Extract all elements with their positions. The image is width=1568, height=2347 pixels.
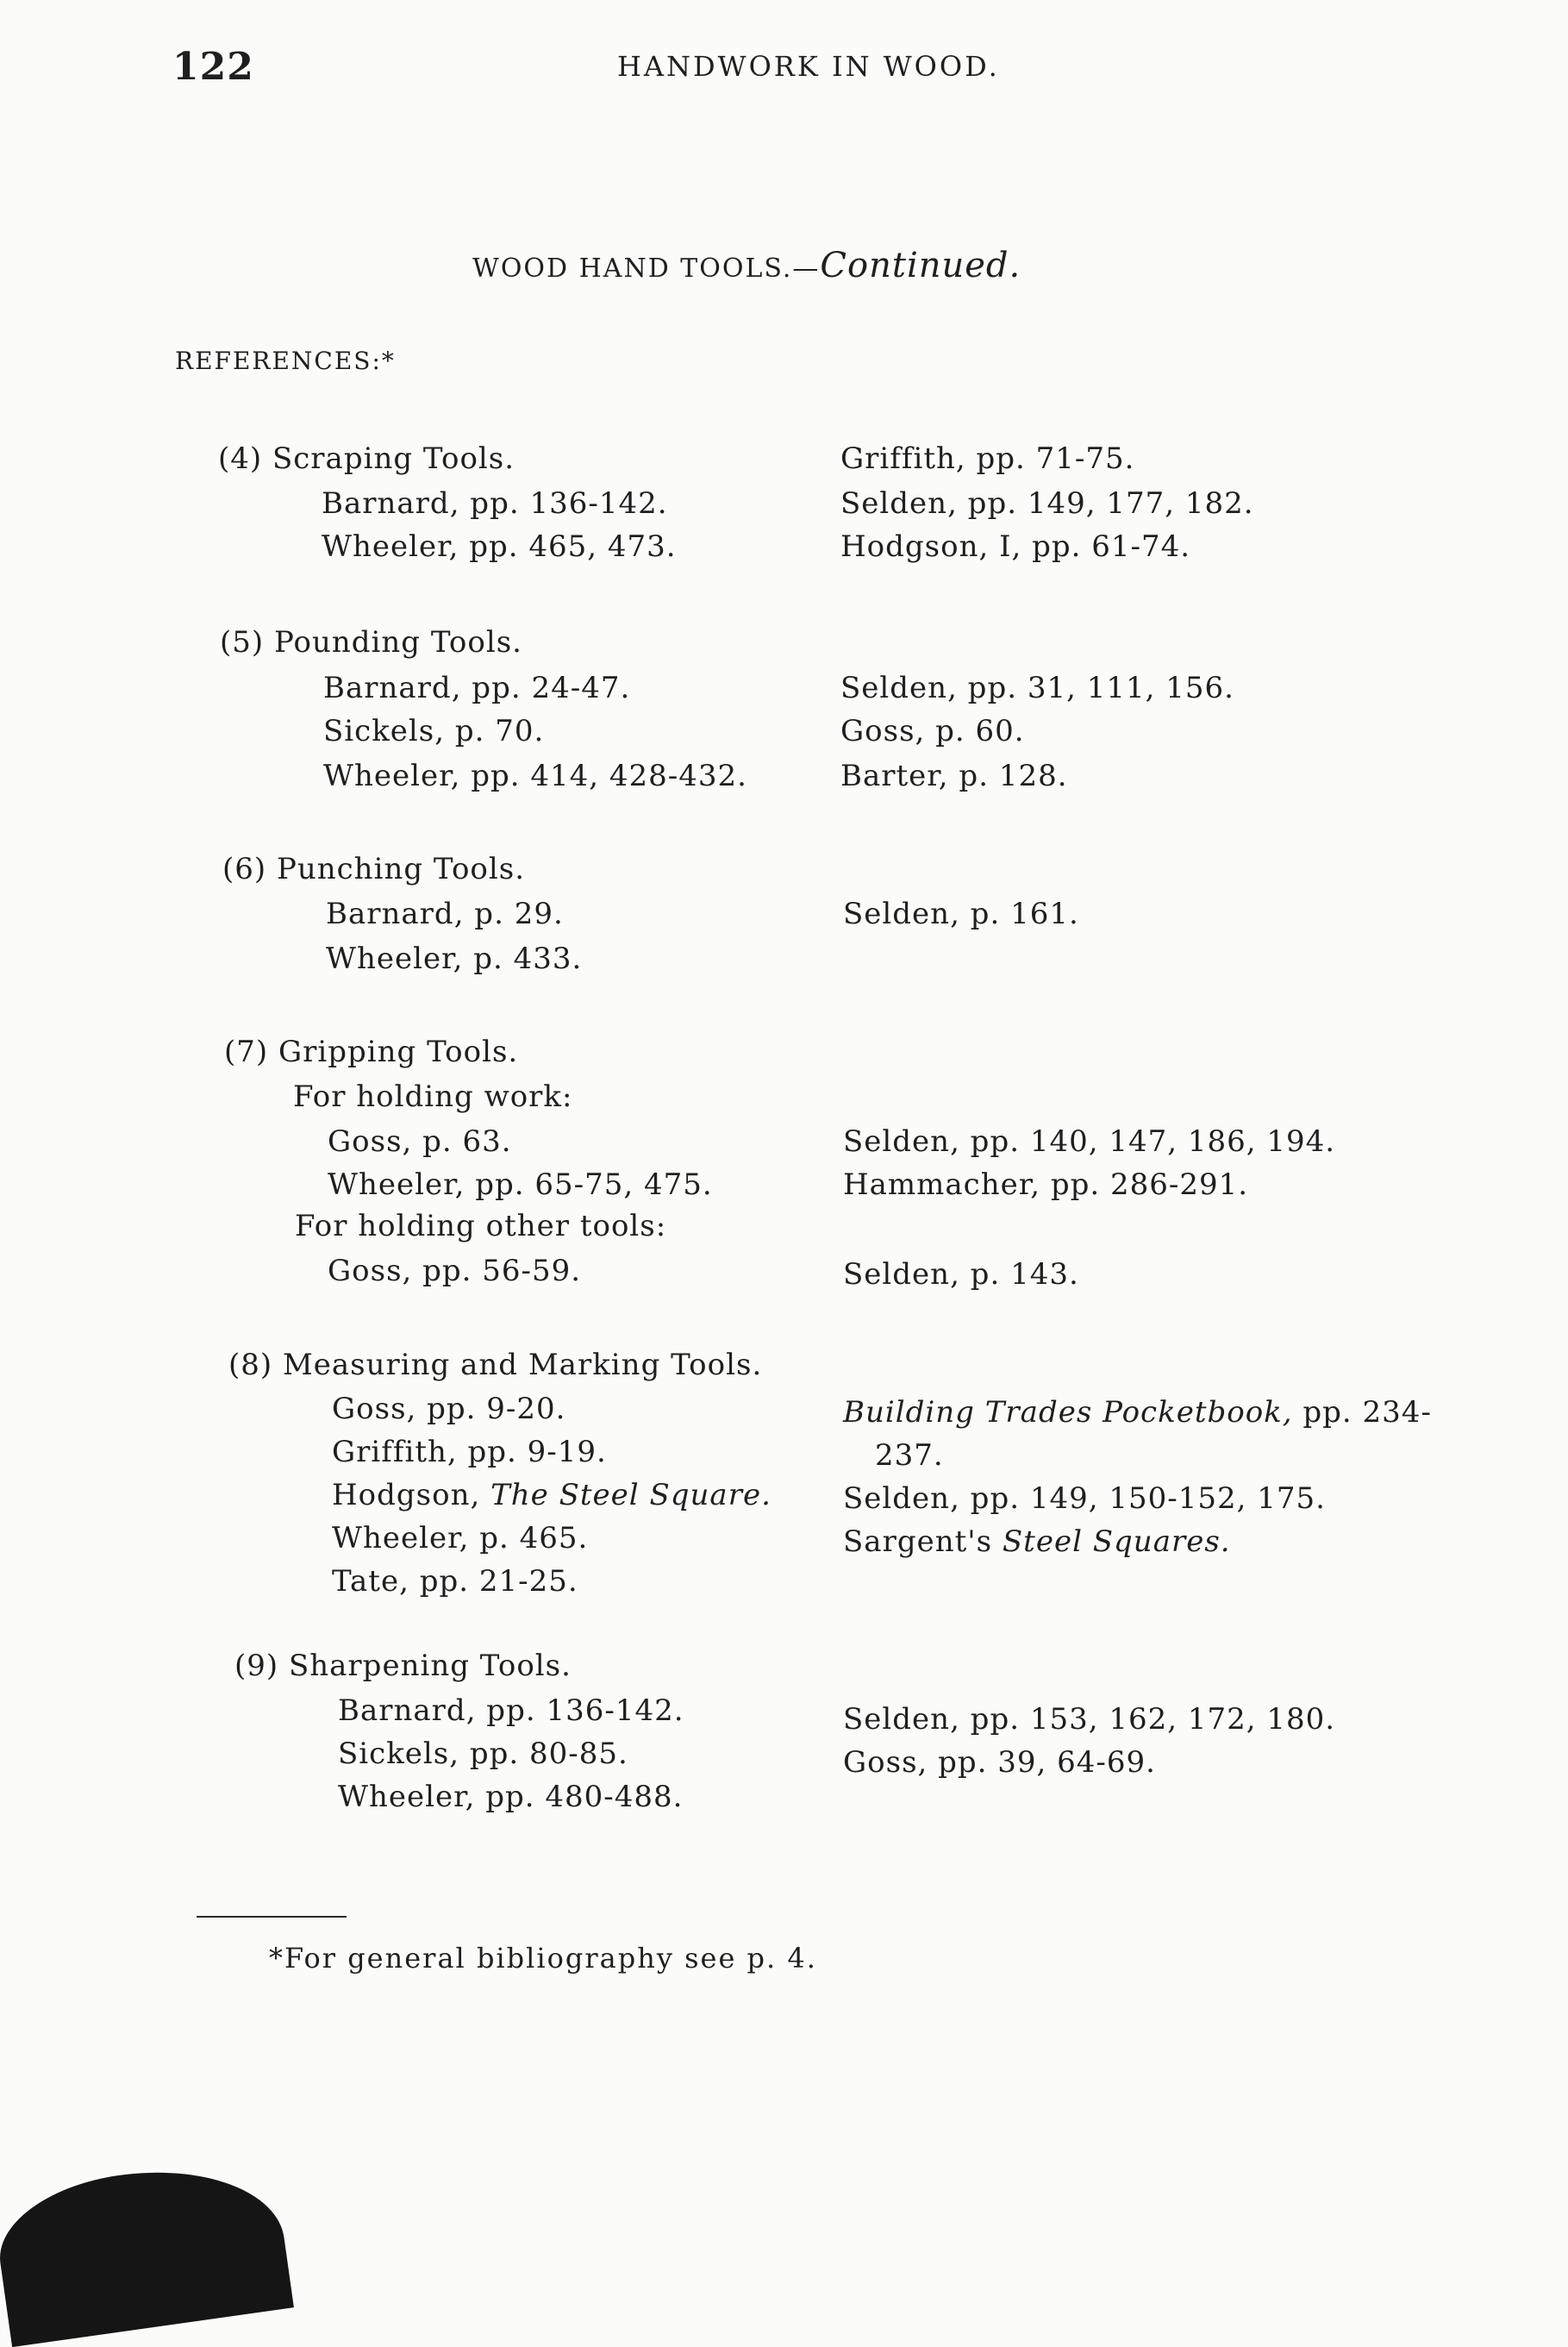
- reference-entry: Selden, p. 143.: [843, 1257, 1079, 1292]
- page-number: 122: [172, 45, 254, 89]
- footnote: *For general bibliography see p. 4.: [269, 1942, 817, 1975]
- subheading: For holding other tools:: [295, 1209, 667, 1243]
- reference-entry: Hodgson, I, pp. 61-74.: [840, 529, 1191, 564]
- reference-entry: Barter, p. 128.: [840, 759, 1068, 793]
- reference-entry: [843, 1524, 1231, 1559]
- reference-entry: Selden, pp. 153, 162, 172, 180.: [843, 1702, 1336, 1737]
- reference-author: Hodgson,: [332, 1478, 491, 1512]
- group-heading: (6) Punching Tools.: [222, 852, 526, 886]
- reference-entry: Barnard, pp. 136-142.: [338, 1693, 684, 1728]
- group-heading: (4) Scraping Tools.: [218, 441, 515, 476]
- reference-entry: Griffith, pp. 9-19.: [332, 1435, 607, 1469]
- running-title: HANDWORK IN WOOD.: [617, 50, 1000, 83]
- reference-entry: Selden, pp. 149, 177, 182.: [840, 486, 1254, 521]
- reference-entry: Barnard, pp. 24-47.: [323, 671, 631, 705]
- reference-entry: Wheeler, pp. 65-75, 475.: [328, 1167, 713, 1202]
- reference-entry: Selden, pp. 149, 150-152, 175.: [843, 1481, 1326, 1516]
- reference-entry: Tate, pp. 21-25.: [332, 1564, 578, 1599]
- reference-entry: Wheeler, pp. 414, 428-432.: [323, 759, 747, 793]
- reference-entry: Barnard, pp. 136-142.: [322, 486, 668, 521]
- reference-entry: Wheeler, pp. 465, 473.: [322, 529, 677, 564]
- group-heading: (8) Measuring and Marking Tools.: [228, 1348, 763, 1382]
- subheading: For holding work:: [293, 1080, 573, 1114]
- reference-entry: Selden, pp. 140, 147, 186, 194.: [843, 1124, 1336, 1159]
- references-label: REFERENCES:*: [175, 347, 396, 375]
- scan-shadow: [0, 2154, 294, 2347]
- reference-entry: Goss, pp. 39, 64-69.: [843, 1745, 1156, 1780]
- footnote-rule: [197, 1916, 347, 1918]
- reference-entry: Selden, p. 161.: [843, 897, 1079, 931]
- reference-entry: [332, 1478, 772, 1512]
- reference-entry: Goss, p. 63.: [328, 1124, 512, 1159]
- section-title-text: WOOD HAND TOOLS.—: [472, 253, 821, 284]
- reference-entry: Goss, pp. 9-20.: [332, 1392, 566, 1426]
- group-heading: (7) Gripping Tools.: [224, 1035, 519, 1069]
- reference-entry: Hammacher, pp. 286-291.: [843, 1167, 1249, 1202]
- section-continued: Continued.: [820, 246, 1021, 285]
- reference-entry: Griffith, pp. 71-75.: [840, 441, 1135, 476]
- reference-entry: [843, 1395, 1432, 1430]
- book-title: Steel Squares.: [1002, 1524, 1231, 1559]
- reference-entry-continuation: 237.: [875, 1438, 944, 1473]
- reference-entry: Wheeler, p. 433.: [326, 942, 583, 976]
- reference-entry: Sickels, pp. 80-85.: [338, 1737, 628, 1771]
- section-title: [472, 246, 1021, 285]
- reference-entry: Wheeler, pp. 480-488.: [338, 1780, 684, 1814]
- group-heading: (9) Sharpening Tools.: [234, 1649, 572, 1683]
- book-title: The Steel Square.: [490, 1478, 772, 1512]
- reference-author: Sargent's: [843, 1524, 1003, 1559]
- reference-entry: Sickels, p. 70.: [323, 714, 545, 748]
- group-heading: (5) Pounding Tools.: [220, 625, 522, 660]
- reference-entry: Goss, pp. 56-59.: [328, 1254, 582, 1288]
- reference-entry: Barnard, p. 29.: [326, 897, 564, 931]
- reference-pages: pp. 234-: [1292, 1395, 1432, 1430]
- reference-entry: Selden, pp. 31, 111, 156.: [840, 671, 1234, 705]
- reference-entry: Goss, p. 60.: [840, 714, 1025, 748]
- reference-entry: Wheeler, p. 465.: [332, 1521, 589, 1555]
- book-title: Building Trades Pocketbook,: [843, 1395, 1293, 1430]
